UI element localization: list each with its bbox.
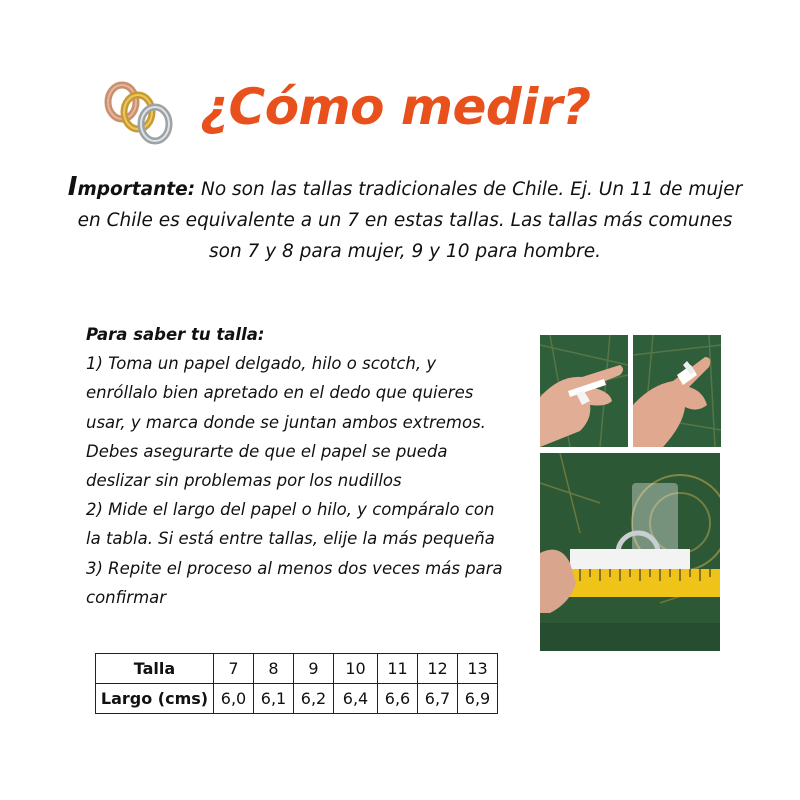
size-cell: 13 (458, 654, 498, 684)
finger-wrap-photo-1 (540, 335, 628, 447)
finger-wrap-photo-2 (633, 335, 721, 447)
important-label-initial: I (67, 172, 78, 202)
size-cell: 11 (378, 654, 418, 684)
important-note (60, 172, 750, 267)
instruction-step-1: 1) Toma un papel delgado, hilo o scotch, y enróllalo bien apretado en el dedo que quieres usar, y marca donde se juntan ambos extremos. Debes asegurarte de que el papel se pueda deslizar sin problemas por los nudillos (86, 354, 486, 491)
table-row-label: Largo (cms) (96, 684, 214, 714)
instruction-step-2: 2) Mide el largo del papel o hilo, y compáralo con la tabla. Si está entre tallas, elije la más pequeña (86, 500, 495, 549)
measure-tape-photo (540, 453, 720, 651)
size-cell: 9 (294, 654, 334, 684)
length-cell: 6,9 (458, 684, 498, 714)
length-cell: 6,1 (254, 684, 294, 714)
instructions-heading: Para saber tu talla: (86, 325, 265, 344)
size-cell: 10 (334, 654, 378, 684)
length-cell: 6,4 (334, 684, 378, 714)
size-table (95, 653, 498, 714)
length-cell: 6,0 (214, 684, 254, 714)
important-label-rest: mportante: (77, 179, 196, 200)
table-row-label: Talla (96, 654, 214, 684)
table-row-sizes (96, 654, 498, 684)
size-cell: 12 (418, 654, 458, 684)
rings-icon (100, 80, 176, 146)
important-label (67, 172, 196, 202)
size-cell: 7 (214, 654, 254, 684)
table-row-lengths (96, 684, 498, 714)
instruction-step-3: 3) Repite el proceso al menos dos veces más para confirmar (86, 558, 503, 607)
page-title: ¿Cómo medir? (200, 78, 591, 136)
length-cell: 6,6 (378, 684, 418, 714)
size-cell: 8 (254, 654, 294, 684)
instructions (86, 320, 506, 612)
important-note-text: No son las tallas tradicionales de Chile. Ej. Un 11 de mujer en Chile es equivalente a un 7 en estas tallas. Las tallas más comunes son 7 y 8 para mujer, 9 y 10 para hombre. (77, 179, 743, 262)
length-cell: 6,7 (418, 684, 458, 714)
length-cell: 6,2 (294, 684, 334, 714)
